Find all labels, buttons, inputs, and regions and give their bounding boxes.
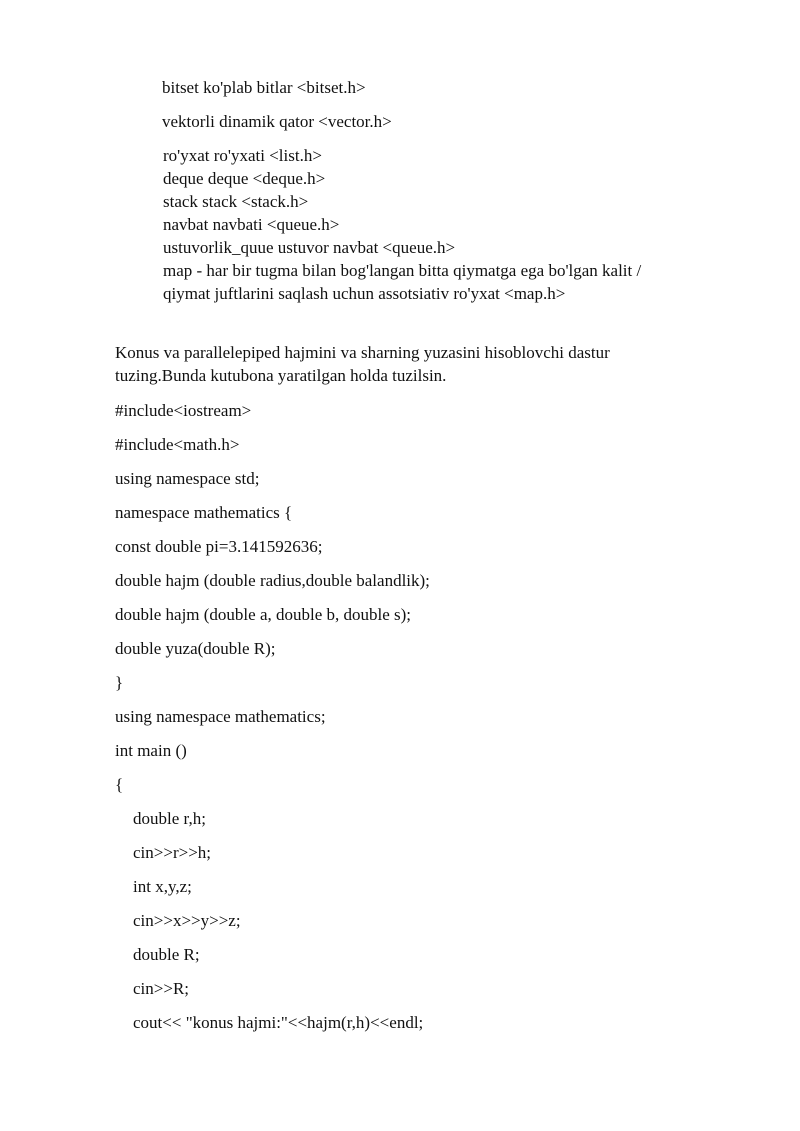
- code-line: cin>>r>>h;: [133, 843, 212, 862]
- code-line: cout<< "konus hajmi:"<<hajm(r,h)<<endl;: [133, 1013, 424, 1032]
- task-text-line2: tuzing.Bunda kutubona yaratilgan holda tuzilsin.: [115, 366, 447, 385]
- list-item-priority-queue: ustuvorlik_quue ustuvor navbat <queue.h>: [163, 238, 456, 257]
- list-item-map-line2: qiymat juftlarini saqlash uchun assotsiativ ro'yxat <map.h>: [163, 284, 566, 303]
- code-line: double r,h;: [133, 809, 206, 828]
- code-line: cin>>R;: [133, 979, 190, 998]
- code-line: double R;: [133, 945, 200, 964]
- code-line: double yuza(double R);: [115, 639, 276, 658]
- code-line: int main (): [115, 741, 187, 760]
- list-item-map-line1: map - har bir tugma bilan bog'langan bitta qiymatga ega bo'lgan kalit /: [163, 261, 642, 280]
- code-line: namespace mathematics {: [115, 503, 293, 522]
- code-line: double hajm (double radius,double balandlik);: [115, 571, 430, 590]
- task-text-line1: Konus va parallelepiped hajmini va sharning yuzasini hisoblovchi dastur: [115, 343, 610, 362]
- code-line: using namespace mathematics;: [115, 707, 326, 726]
- list-item-bitset: bitset ko'plab bitlar <bitset.h>: [162, 78, 366, 97]
- code-line: using namespace std;: [115, 469, 260, 488]
- code-line: }: [115, 673, 124, 692]
- code-line: #include<iostream>: [115, 401, 252, 420]
- code-line: const double pi=3.141592636;: [115, 537, 323, 556]
- code-line: cin>>x>>y>>z;: [133, 911, 241, 930]
- code-line: int x,y,z;: [133, 877, 192, 896]
- code-line: double hajm (double a, double b, double s);: [115, 605, 412, 624]
- code-line: {: [115, 775, 124, 794]
- list-item-list: ro'yxat ro'yxati <list.h>: [163, 146, 322, 165]
- list-item-queue: navbat navbati <queue.h>: [163, 215, 340, 234]
- code-line: #include<math.h>: [115, 435, 240, 454]
- list-item-stack: stack stack <stack.h>: [163, 192, 309, 211]
- list-item-vector: vektorli dinamik qator <vector.h>: [162, 112, 392, 131]
- list-item-deque: deque deque <deque.h>: [163, 169, 326, 188]
